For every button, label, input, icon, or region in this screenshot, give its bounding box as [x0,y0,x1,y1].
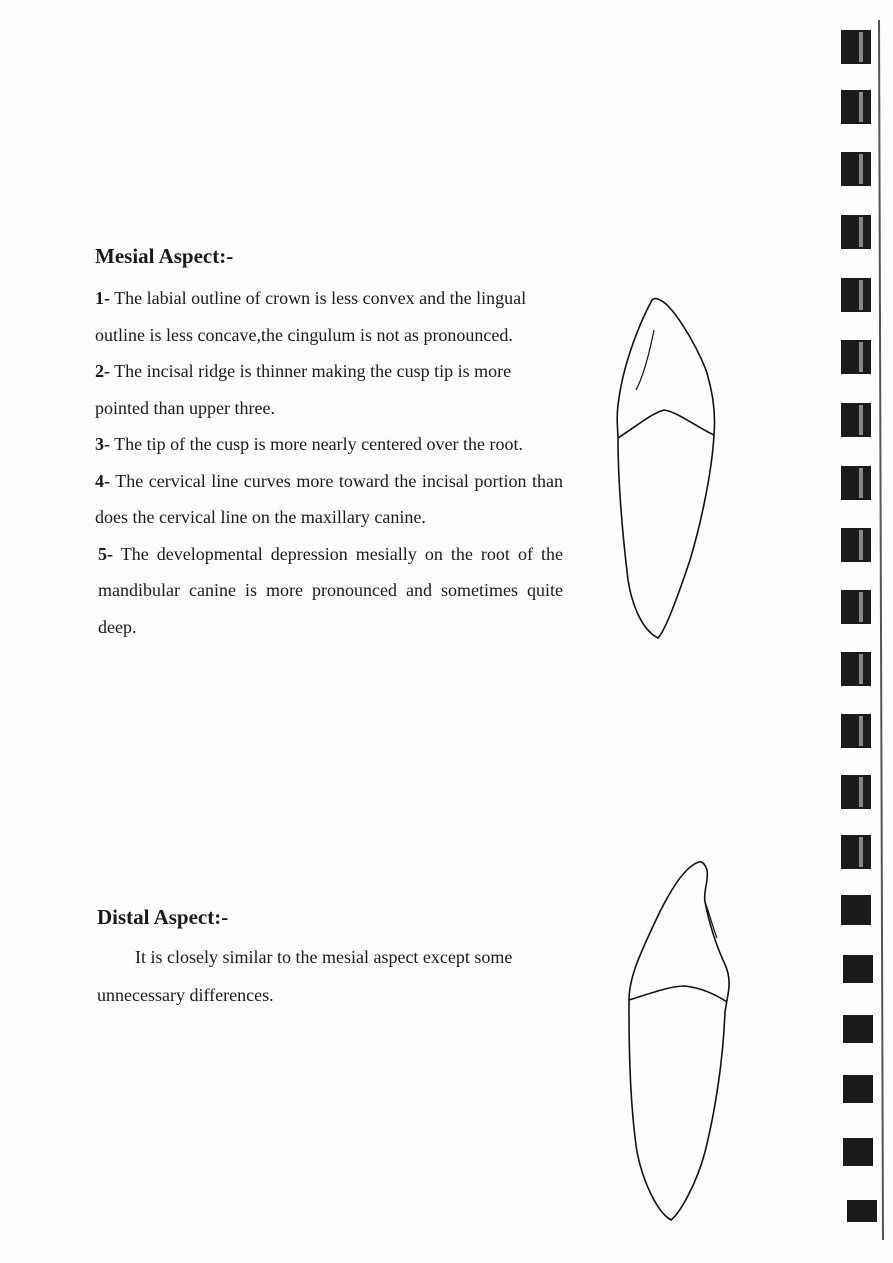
distal-heading: Distal Aspect:- [97,905,229,929]
distal-text: It is closely similar to the mesial aspect except some unnecessary differences. [97,947,513,1005]
distal-paragraph [97,938,587,1014]
spiral-binding [837,20,893,1240]
mesial-point-3: 3- The tip of the cusp is more nearly centered over the root. [95,434,524,454]
mesial-points [95,280,563,645]
mesial-point-2: 2- The incisal ridge is thinner making the cusp tip is more pointed than upper three. [95,361,512,418]
distal-tooth-drawing [605,852,745,1232]
mesial-point-1: 1- The labial outline of crown is less convex and the lingual outline is less concave,the cingulum is not as pronounced. [95,288,527,345]
mesial-tooth-drawing [600,290,730,650]
mesial-point-5: 5- The developmental depression mesially on the root of the mandibular canine is more pronounced and sometimes quite deep. [98,543,563,637]
mesial-point-4: 4- The cervical line curves more toward the incisal portion than does the cervical line on the maxillary canine. [95,470,563,527]
mesial-heading: Mesial Aspect:- [95,244,234,268]
